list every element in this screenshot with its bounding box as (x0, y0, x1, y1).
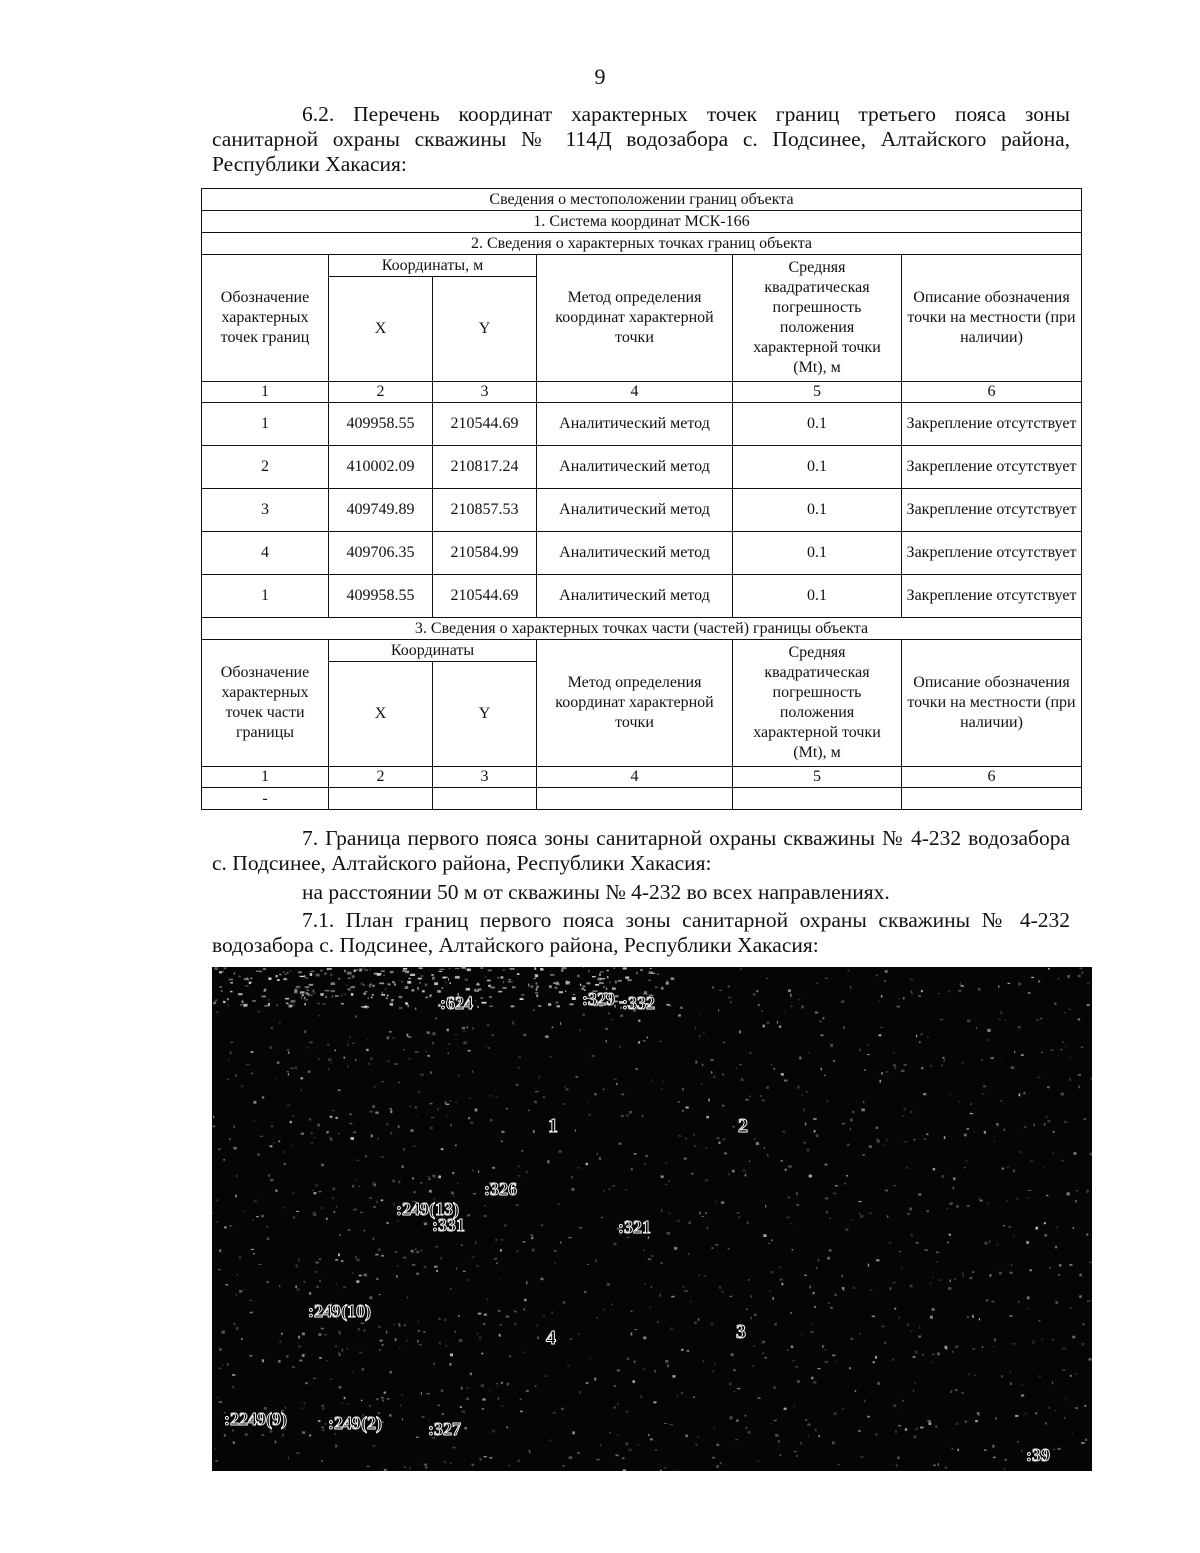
map-point-label: 4 (546, 1327, 556, 1349)
map-label: :249(2) (328, 1413, 382, 1433)
coordinate-system: 1. Система координат МСК-166 (202, 211, 1082, 233)
cell-y: 210857.53 (433, 489, 537, 532)
column-number: 1 (202, 382, 329, 403)
cell-description: Закрепление отсутствует (902, 403, 1082, 446)
cell-description (902, 788, 1082, 810)
cell-method: Аналитический метод (537, 532, 733, 575)
cell-point: 2 (202, 446, 329, 489)
cell-error (733, 788, 902, 810)
header-coords-part: Координаты (329, 640, 537, 662)
header-designation: Обозначение характерных точек границ (202, 255, 329, 382)
cell-y: 210544.69 (433, 575, 537, 618)
header-method-part: Метод определения координат характерной точки (537, 640, 733, 767)
map-label: :249(10) (308, 1301, 371, 1321)
map-point-label: 3 (736, 1321, 746, 1343)
header-y-part: Y (433, 662, 537, 767)
section-7-distance: на расстоянии 50 м от скважины № 4-232 во всех направлениях. (302, 880, 890, 904)
cell-method: Аналитический метод (537, 403, 733, 446)
section3-title: 3. Сведения о характерных точках части (частей) границы объекта (202, 618, 1082, 640)
table-row (202, 403, 1082, 446)
column-number: 6 (902, 767, 1082, 788)
map-label: :329 (582, 989, 615, 1009)
table-row (202, 788, 1082, 810)
cell-y: 210544.69 (433, 403, 537, 446)
column-number: 2 (329, 767, 433, 788)
header-y: Y (433, 277, 537, 382)
section-7-1-heading: 7.1. План границ первого пояса зоны санитарной охраны скважины № 4-232 водозабора с. Подсинее, Алтайского района, Республики Хакасия: (212, 908, 1070, 957)
map-point-label: 2 (738, 1115, 748, 1137)
cell-description: Закрепление отсутствует (902, 575, 1082, 618)
section-7-heading: 7. Граница первого пояса зоны санитарной охраны скважины № 4-232 водозабора с. Подсинее, Алтайского района, Республики Хакасия: (212, 826, 1070, 875)
map-label: :624 (440, 993, 473, 1013)
boundary-plan-map (212, 967, 1092, 1471)
cell-error: 0.1 (733, 575, 902, 618)
map-label: :249(13) (396, 1199, 459, 1219)
header-error-part: Средняя квадратическая погрешность положения характерной точки (Mt), м (733, 640, 902, 767)
cell-point: 1 (202, 403, 329, 446)
column-number: 5 (733, 382, 902, 403)
cell-method: Аналитический метод (537, 446, 733, 489)
cell-error: 0.1 (733, 532, 902, 575)
map-label: :321 (618, 1217, 651, 1237)
table-title: Сведения о местоположении границ объекта (202, 189, 1082, 211)
map-terrain-texture (212, 967, 1092, 1471)
map-label: :327 (428, 1419, 461, 1439)
header-coords: Координаты, м (329, 255, 537, 277)
column-number: 2 (329, 382, 433, 403)
column-number: 4 (537, 767, 733, 788)
map-point-label: 1 (548, 1115, 558, 1137)
cell-x (329, 788, 433, 810)
cell-x: 409706.35 (329, 532, 433, 575)
cell-method: Аналитический метод (537, 575, 733, 618)
section-6-2-heading: 6.2. Перечень координат характерных точек границ третьего пояса зоны санитарной охраны скважины № 114Д водозабора с. Подсинее, Алтайского района, Республики Хакасия: (212, 102, 1070, 176)
column-number: 5 (733, 767, 902, 788)
cell-description: Закрепление отсутствует (902, 446, 1082, 489)
cell-y (433, 788, 537, 810)
cell-x: 409958.55 (329, 403, 433, 446)
column-number: 3 (433, 382, 537, 403)
map-label: :326 (484, 1179, 517, 1199)
header-description: Описание обозначения точки на местности (при наличии) (902, 255, 1082, 382)
section2-title: 2. Сведения о характерных точках границ объекта (202, 233, 1082, 255)
cell-y: 210817.24 (433, 446, 537, 489)
cell-point: 1 (202, 575, 329, 618)
header-method: Метод определения координат характерной точки (537, 255, 733, 382)
cell-y: 210584.99 (433, 532, 537, 575)
cell-method (537, 788, 733, 810)
header-x: X (329, 277, 433, 382)
cell-description: Закрепление отсутствует (902, 532, 1082, 575)
cell-x: 410002.09 (329, 446, 433, 489)
header-error: Средняя квадратическая погрешность положения характерной точки (Mt), м (733, 255, 902, 382)
header-designation-part: Обозначение характерных точек части границы (202, 640, 329, 767)
column-number: 6 (902, 382, 1082, 403)
map-label: :2249(9) (224, 1409, 287, 1429)
cell-point: - (202, 788, 329, 810)
map-label: :331 (432, 1215, 465, 1235)
table-row (202, 446, 1082, 489)
cell-x: 409958.55 (329, 575, 433, 618)
cell-description: Закрепление отсутствует (902, 489, 1082, 532)
cell-error: 0.1 (733, 446, 902, 489)
cell-x: 409749.89 (329, 489, 433, 532)
column-number: 1 (202, 767, 329, 788)
cell-error: 0.1 (733, 403, 902, 446)
coordinates-table (201, 188, 1082, 810)
cell-method: Аналитический метод (537, 489, 733, 532)
map-label: :332 (622, 993, 655, 1013)
cell-point: 4 (202, 532, 329, 575)
cell-error: 0.1 (733, 489, 902, 532)
column-number: 4 (537, 382, 733, 403)
header-x-part: X (329, 662, 433, 767)
page-number: 9 (594, 64, 606, 89)
column-number: 3 (433, 767, 537, 788)
cell-point: 3 (202, 489, 329, 532)
table-row (202, 489, 1082, 532)
table-row (202, 575, 1082, 618)
map-label: :39 (1026, 1445, 1050, 1465)
header-description-part: Описание обозначения точки на местности (при наличии) (902, 640, 1082, 767)
table-row (202, 532, 1082, 575)
